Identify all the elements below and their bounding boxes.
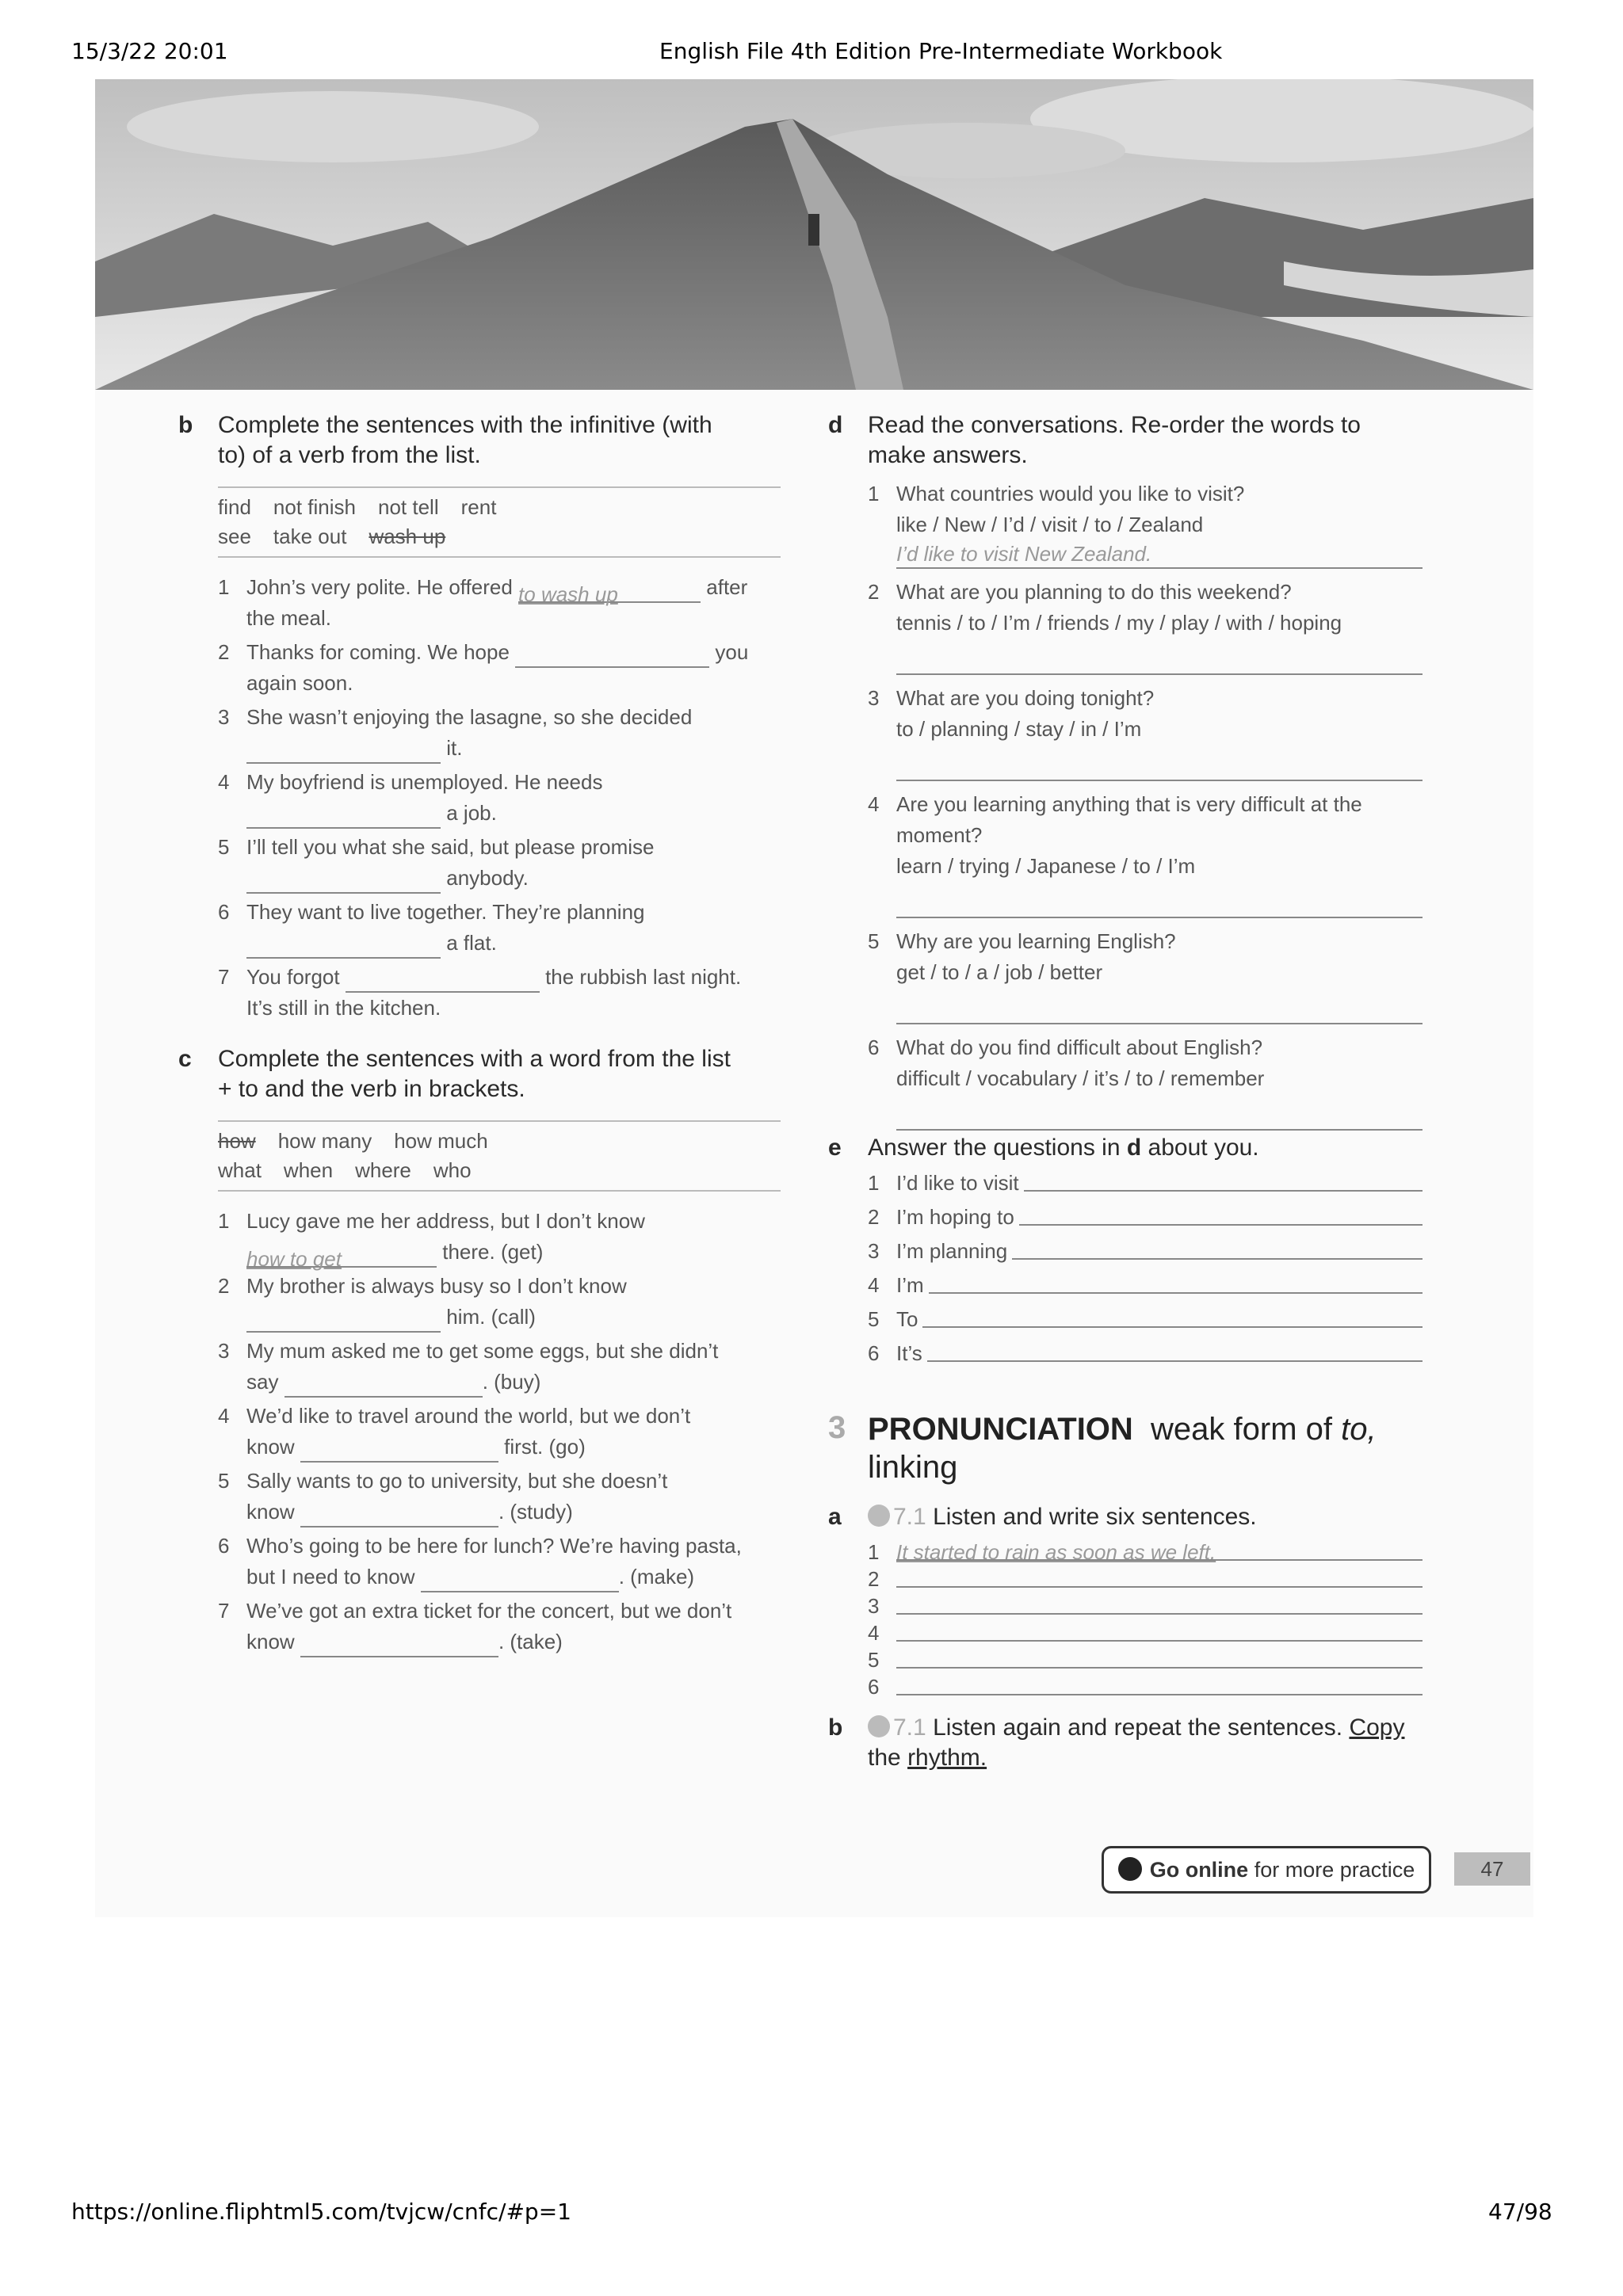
go-online-button[interactable]: Go online for more practice	[1102, 1846, 1431, 1894]
pronunciation-heading: 3 PRONUNCIATION weak form of to, linking	[828, 1410, 1377, 1485]
pronunciation-a-instruction: 7.1 Listen and write six sentences.	[868, 1502, 1454, 1532]
answer-blank[interactable]	[246, 740, 441, 764]
exercise-d	[828, 410, 1454, 1131]
exercise-e-item: 2 I’m hoping to	[868, 1202, 1423, 1233]
exercise-d-item: 5 Why are you learning English? get / to / a / job / better	[868, 926, 1423, 1024]
print-datetime: 15/3/22 20:01	[71, 38, 228, 64]
page-number: 47	[1454, 1852, 1530, 1886]
exercise-e-item: 1 I’d like to visit	[868, 1168, 1423, 1199]
exercise-d-item: 6 What do you find difficult about English? difficult / vocabulary / it’s / to / remember	[868, 1032, 1423, 1131]
exercise-d-item: 2 What are you planning to do this weekend? tennis / to / I’m / friends / my / play / with / hoping	[868, 577, 1423, 675]
exercise-b-instruction: Complete the sentences with the infinitive (with to) of a verb from the list.	[218, 412, 712, 468]
exercise-b-word-list: find not finish not tell rent see take out wash up	[218, 495, 497, 548]
answer-blank[interactable]	[896, 1645, 1423, 1669]
answer-line[interactable]	[896, 1102, 1423, 1131]
answer-blank[interactable]	[246, 805, 441, 829]
answer-blank[interactable]	[927, 1338, 1423, 1362]
answer-blank[interactable]	[896, 1618, 1423, 1642]
exercise-c-item: 7 We’ve got an extra ticket for the concert, but we don’t know . (take)	[218, 1596, 781, 1657]
answer-blank[interactable]	[515, 644, 709, 668]
answer-blank[interactable]	[922, 1304, 1423, 1328]
pronunciation-b-instruction: 7.1 Listen again and repeat the sentences. Copy the rhythm.	[868, 1714, 1405, 1771]
audio-icon[interactable]	[868, 1505, 890, 1527]
exercise-b-item: 2 Thanks for coming. We hope you again soon.	[218, 640, 749, 695]
exercise-e	[828, 1133, 1454, 1369]
exercise-c-word-list: how how many how much what when where who	[218, 1129, 488, 1182]
exercise-b-letter: b	[178, 412, 193, 438]
exercise-b-item: 3 She wasn’t enjoying the lasagne, so she decided it.	[218, 702, 781, 764]
answer-blank[interactable]	[1024, 1168, 1423, 1192]
exercise-b-item: 1 John’s very polite. He offered to wash up after the meal.	[218, 575, 748, 630]
exercise-b-item: 6 They want to live together. They’re planning a flat.	[218, 897, 781, 959]
answer-blank[interactable]	[285, 1374, 483, 1398]
cursor-icon	[1118, 1857, 1142, 1881]
exercise-e-item: 4 I’m	[868, 1270, 1423, 1301]
exercise-e-item: 6 It’s	[868, 1338, 1423, 1369]
exercise-c-item: 3 My mum asked me to get some eggs, but she didn’t say . (buy)	[218, 1336, 781, 1398]
mountain-photo	[95, 79, 1533, 390]
answer-line[interactable]	[896, 753, 1423, 781]
answer-blank[interactable]	[929, 1270, 1423, 1294]
exercise-c-item: 2 My brother is always busy so I don’t know him. (call)	[218, 1271, 781, 1333]
exercise-e-item: 5 To	[868, 1304, 1423, 1335]
pronunciation-line: 4	[868, 1618, 1423, 1642]
print-page-count: 47/98	[1488, 2199, 1552, 2225]
answer-line[interactable]	[896, 996, 1423, 1024]
exercise-b-item: 4 My boyfriend is unemployed. He needs a job.	[218, 767, 781, 829]
answer-blank[interactable]	[421, 1569, 619, 1592]
exercise-b-item: 7 You forgot the rubbish last night. It’s still in the kitchen.	[218, 965, 742, 1020]
print-url: https://online.fliphtml5.com/tvjcw/cnfc/#p=1	[71, 2199, 571, 2225]
answer-blank[interactable]	[1019, 1202, 1423, 1226]
answer-blank[interactable]	[300, 1439, 498, 1463]
exercise-b-item: 5 I’ll tell you what she said, but please promise anybody.	[218, 832, 781, 894]
answer-blank[interactable]	[346, 969, 540, 993]
exercise-c	[178, 1044, 789, 1657]
exercise-d-item: 4 Are you learning anything that is very difficult at the moment? learn / trying / Japanese / to / I’m	[868, 789, 1423, 918]
answer-blank[interactable]	[246, 870, 441, 894]
exercise-b	[178, 410, 789, 1024]
answer-blank[interactable]	[300, 1504, 498, 1527]
pronunciation-line: 2	[868, 1564, 1423, 1588]
answer-line[interactable]	[896, 890, 1423, 918]
answer-blank[interactable]	[300, 1634, 498, 1657]
exercise-d-item: 3 What are you doing tonight? to / planning / stay / in / I’m	[868, 683, 1423, 781]
answer-blank[interactable]	[896, 1672, 1423, 1695]
pronunciation-line: 5	[868, 1645, 1423, 1669]
exercise-c-item: 6 Who’s going to be here for lunch? We’re having pasta, but I need to know . (make)	[218, 1531, 781, 1592]
exercise-e-letter: e	[828, 1135, 842, 1161]
exercise-e-instruction: Answer the questions in d about you.	[868, 1135, 1259, 1161]
answer-blank[interactable]	[896, 1591, 1423, 1615]
pronunciation-section: 3 PRONUNCIATION weak form of to, linking a 7.1 Listen and write six sentences. 1 It started to rain as soon as we left. 2 3 4 5 6 b 7.1 Listen again and repeat the sentences. Copy the rhythm.	[828, 1410, 1454, 1773]
answer-blank[interactable]	[246, 1309, 441, 1333]
exercise-e-item: 3 I’m planning	[868, 1236, 1423, 1267]
exercise-c-item: 5 Sally wants to go to university, but she doesn’t know . (study)	[218, 1466, 781, 1527]
audio-icon[interactable]	[868, 1715, 890, 1737]
pronunciation-line: 1 It started to rain as soon as we left.	[868, 1537, 1423, 1561]
answer-blank[interactable]	[246, 935, 441, 959]
print-title: English File 4th Edition Pre-Intermediate Workbook	[659, 38, 1223, 64]
exercise-c-item: 4 We’d like to travel around the world, but we don’t know first. (go)	[218, 1401, 781, 1463]
answer-blank[interactable]	[896, 1564, 1423, 1588]
exercise-c-letter: c	[178, 1046, 192, 1072]
answer-line[interactable]: I’d like to visit New Zealand.	[896, 540, 1423, 569]
exercise-d-item: 1 What countries would you like to visit? like / New / I’d / visit / to / Zealand I’d like to visit New Zealand.	[868, 479, 1423, 569]
pronunciation-line: 3	[868, 1591, 1423, 1615]
exercise-d-letter: d	[828, 412, 843, 438]
pronunciation-line: 6	[868, 1672, 1423, 1695]
exercise-c-item: 1 Lucy gave me her address, but I don’t know how to get there. (get)	[218, 1209, 645, 1271]
answer-line[interactable]	[896, 646, 1423, 675]
exercise-d-instruction: Read the conversations. Re-order the words to make answers.	[868, 412, 1361, 468]
exercise-c-instruction: Complete the sentences with a word from the list + to and the verb in brackets.	[218, 1046, 731, 1102]
answer-blank[interactable]	[1012, 1236, 1423, 1260]
